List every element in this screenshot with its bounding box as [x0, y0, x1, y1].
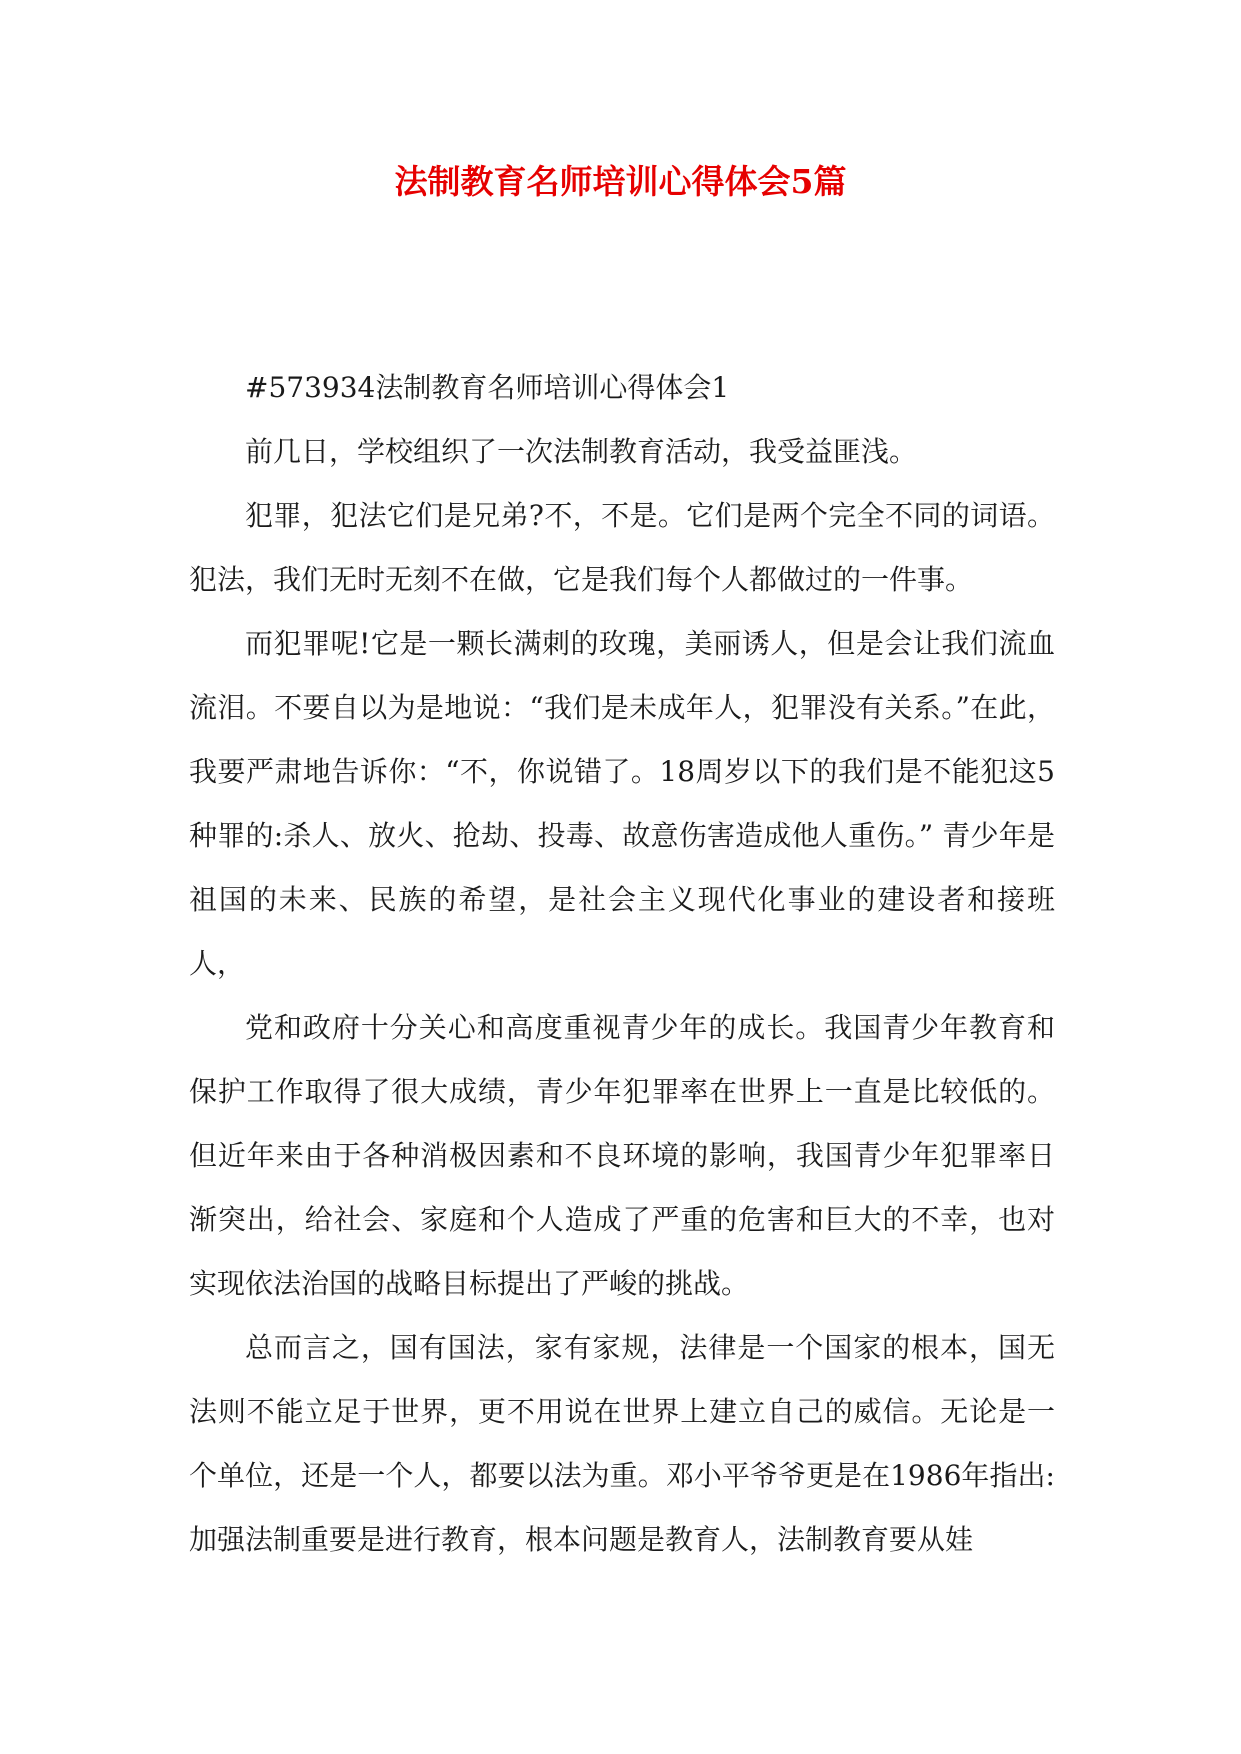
paragraph: 犯罪，犯法它们是兄弟?不，不是。它们是两个完全不同的词语。犯法，我们无时无刻不在做，它是我们每个人都做过的一件事。 — [189, 499, 1055, 596]
section-heading: #573934法制教育名师培训心得体会1 — [245, 371, 730, 404]
document-body — [189, 356, 1055, 1572]
paragraph: 党和政府十分关心和高度重视青少年的成长。我国青少年教育和保护工作取得了很大成绩，青少年犯罪率在世界上一直是比较低的。但近年来由于各种消极因素和不良环境的影响，我国青少年犯罪率日渐突出，给社会、家庭和个人造成了严重的危害和巨大的不幸，也对实现依法治国的战略目标提出了严峻的挑战。 — [189, 1011, 1055, 1300]
paragraph: 而犯罪呢!它是一颗长满刺的玫瑰，美丽诱人，但是会让我们流血流泪。不要自以为是地说：“我们是未成年人，犯罪没有关系。”在此，我要严肃地告诉你：“不，你说错了。18周岁以下的我们是不能犯这5种罪的:杀人、放火、抢劫、投毒、故意伤害造成他人重伤。” 青少年是祖国的未来、民族的希望，是社会主义现代化事业的建设者和接班人， — [189, 627, 1055, 980]
document-title: 法制教育名师培训心得体会5篇 — [394, 162, 847, 201]
paragraph: 总而言之，国有国法，家有家规，法律是一个国家的根本，国无法则不能立足于世界，更不用说在世界上建立自己的威信。无论是一个单位，还是一个人，都要以法为重。邓小平爷爷更是在1986年指出:加强法制重要是进行教育，根本问题是教育人，法制教育要从娃 — [189, 1331, 1055, 1556]
paragraph: 前几日，学校组织了一次法制教育活动，我受益匪浅。 — [245, 435, 918, 468]
